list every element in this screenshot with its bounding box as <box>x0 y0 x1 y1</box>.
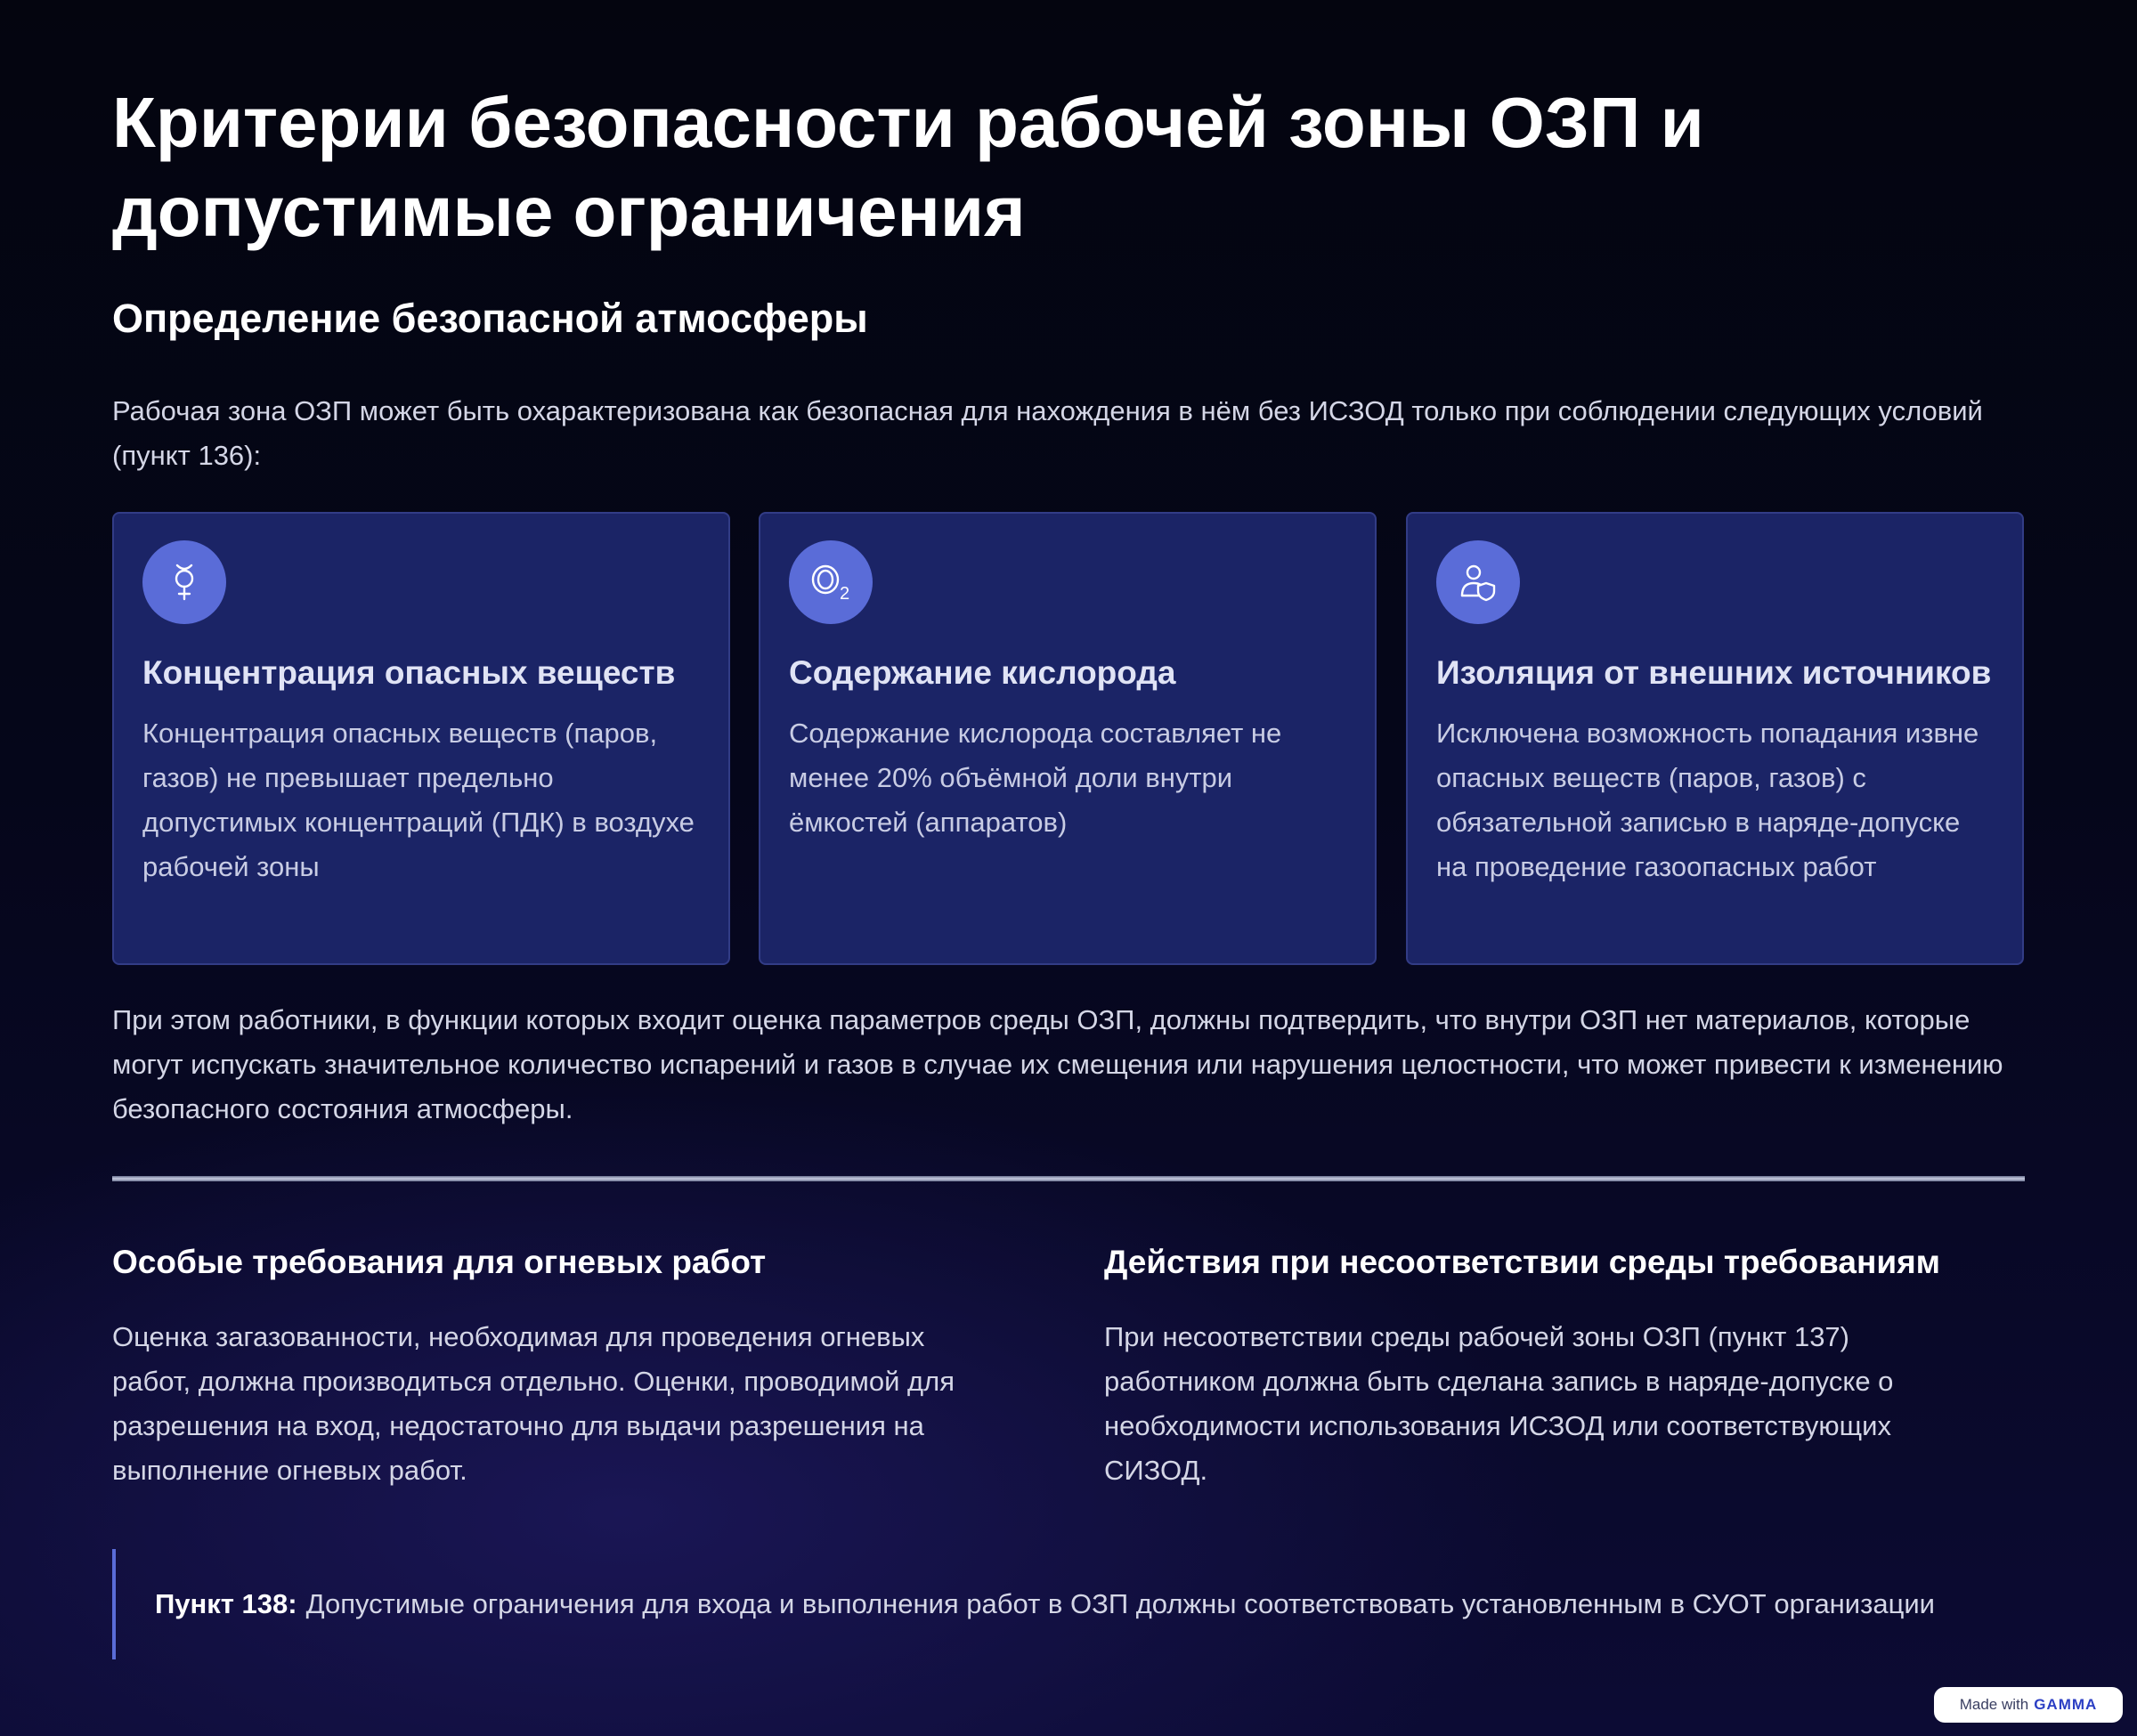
svg-text:2: 2 <box>840 584 850 604</box>
card-text: Содержание кислорода составляет не менее 20% объёмной доли внутри ёмкостей (аппаратов) <box>789 718 1282 838</box>
intro-paragraph: Рабочая зона ОЗП может быть охарактеризована как безопасная для нахождения в нём без ИСЗОД только при соблюдении следующих условий (пункт 136): <box>112 395 1983 471</box>
fire-works-text: Оценка загазованности, необходимая для проведения огневых работ, должна производиться отдельно. Оценки, проводимой для разрешения на вход, недостаточно для выдачи разрешения на выполнение огневых работ. <box>112 1321 955 1486</box>
section-divider <box>112 1176 2025 1181</box>
criteria-card-isolation <box>1406 512 2024 965</box>
point-138-note <box>112 1549 2025 1659</box>
gamma-logo: GAMMA <box>2034 1696 2098 1713</box>
venus-mercury-icon <box>142 540 226 624</box>
user-shield-icon <box>1436 540 1520 624</box>
fire-works-title: Особые требования для огневых работ <box>112 1244 767 1280</box>
card-title: Содержание кислорода <box>789 654 1176 691</box>
page-title: Критерии безопасности рабочей зоны ОЗП и допустимые ограничения <box>112 83 1704 251</box>
section-subtitle: Определение безопасной атмосферы <box>112 296 868 341</box>
badge-prefix: Made with <box>1959 1696 2029 1713</box>
criteria-card-oxygen <box>759 512 1377 965</box>
card-title: Изоляция от внешних источников <box>1436 654 1992 691</box>
made-with-gamma-badge[interactable] <box>1934 1687 2123 1723</box>
materials-paragraph: При этом работники, в функции которых входит оценка параметров среды ОЗП, должны подтвердить, что внутри ОЗП нет материалов, которые могут испускать значительное количество испарений и газов в случае их смещения или нарушения целостности, что может привести к изменению безопасного состояния атмосферы. <box>112 1004 2003 1124</box>
nonconformity-text: При несоответствии среды рабочей зоны ОЗП (пункт 137) работником должна быть сделана запись в наряде-допуске о необходимости использования ИСЗОД или соответствующих СИЗОД. <box>1104 1321 1894 1486</box>
note-label: Пункт 138: <box>155 1588 297 1619</box>
note-text: Допустимые ограничения для входа и выполнения работ в ОЗП должны соответствовать установленным в СУОТ организации <box>305 1588 1935 1619</box>
card-text: Исключена возможность попадания извне опасных веществ (паров, газов) с обязательной записью в наряде-допуске на проведение газоопасных работ <box>1436 718 1979 882</box>
card-text: Концентрация опасных веществ (паров, газов) не превышает предельно допустимых концентраций (ПДК) в воздухе рабочей зоны <box>142 718 695 882</box>
card-title: Концентрация опасных веществ <box>142 654 676 691</box>
nonconformity-title: Действия при несоответствии среды требованиям <box>1104 1244 1941 1280</box>
oxygen-o2-icon <box>789 540 873 624</box>
criteria-card-hazardous-substances <box>112 512 730 965</box>
